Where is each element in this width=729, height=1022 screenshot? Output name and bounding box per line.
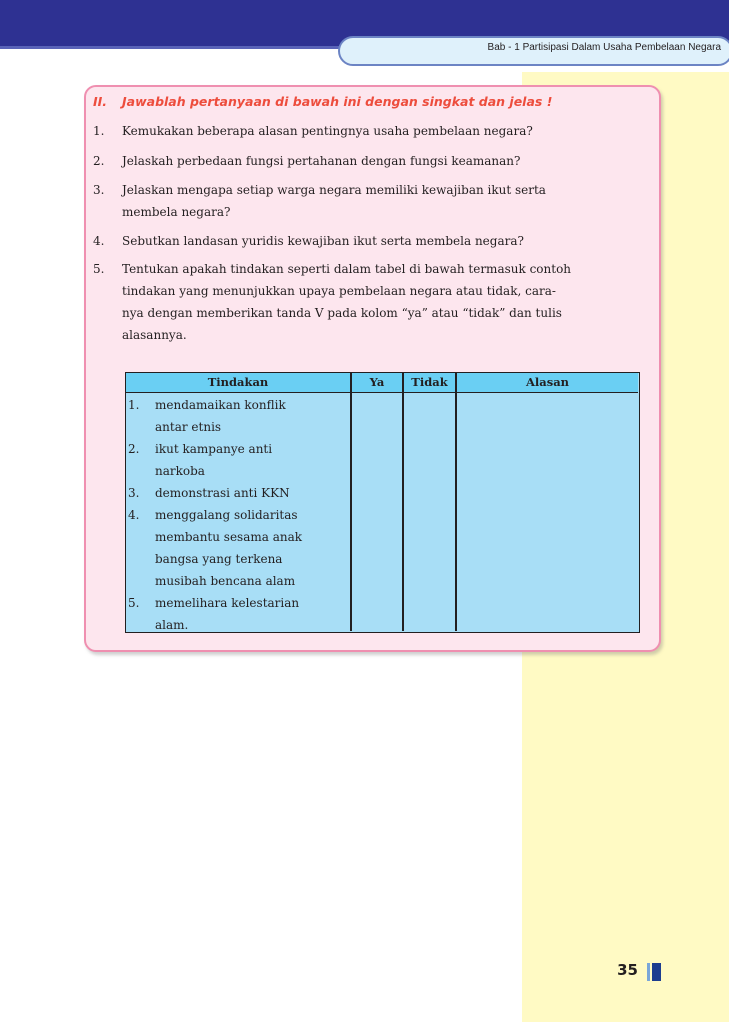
question-number: 4. (93, 234, 105, 248)
row-text: antar etnis (155, 420, 222, 434)
page-number: 35 (617, 961, 638, 979)
row-text: alam. (155, 618, 189, 632)
row-text: memelihara kelestarian (155, 596, 300, 610)
row-number: 5. (128, 596, 140, 610)
question-2 (93, 150, 649, 172)
question-text: Tentukan apakah tindakan seperti dalam tabel di bawah termasuk contoh (122, 262, 572, 276)
question-3 (93, 179, 649, 223)
question-text: membela negara? (122, 205, 231, 219)
table-row (128, 482, 352, 504)
header-tidak: Tidak (411, 375, 448, 389)
row-text: menggalang solidaritas (155, 508, 298, 522)
row-text: bangsa yang terkena (155, 552, 283, 566)
row-number: 4. (128, 508, 140, 522)
question-5 (93, 258, 649, 346)
question-number: 5. (93, 262, 105, 276)
table-row (128, 504, 352, 592)
question-text: Sebutkan landasan yuridis kewajiban ikut serta membela negara? (122, 234, 524, 248)
section-number: II. (93, 94, 108, 109)
table-row (128, 394, 352, 438)
question-4 (93, 230, 649, 252)
page-marker-light (647, 963, 650, 981)
row-text: narkoba (155, 464, 205, 478)
question-text: Jelaskah perbedaan fungsi pertahanan dengan fungsi keamanan? (122, 154, 521, 168)
table-header-row (126, 373, 638, 393)
question-1 (93, 120, 649, 142)
row-text: mendamaikan konflik (155, 398, 286, 412)
table-body (128, 394, 352, 636)
question-number: 3. (93, 183, 105, 197)
row-text: membantu sesama anak (155, 530, 303, 544)
row-number: 3. (128, 486, 140, 500)
row-text: musibah bencana alam (155, 574, 296, 588)
section-heading (93, 94, 552, 109)
action-table (125, 372, 640, 633)
page-marker-dark (652, 963, 661, 981)
column-divider (402, 373, 404, 631)
row-number: 2. (128, 442, 140, 456)
header-ya: Ya (369, 375, 385, 389)
question-text: nya dengan memberikan tanda V pada kolom “ya” atau “tidak” dan tulis (122, 306, 562, 320)
row-text: demonstrasi anti KKN (155, 486, 290, 500)
section-heading-text: Jawablah pertanyaan di bawah ini dengan singkat dan jelas ! (122, 94, 553, 109)
question-text: tindakan yang menunjukkan upaya pembelaan negara atau tidak, cara- (122, 284, 556, 298)
row-number: 1. (128, 398, 140, 412)
chapter-title: Bab - 1 Partisipasi Dalam Usaha Pembelaan Negara (487, 42, 721, 53)
column-divider (455, 373, 457, 631)
question-number: 1. (93, 124, 105, 138)
question-text: Kemukakan beberapa alasan pentingnya usaha pembelaan negara? (122, 124, 533, 138)
header-tindakan: Tindakan (207, 375, 269, 389)
question-number: 2. (93, 154, 105, 168)
question-text: alasannya. (122, 328, 187, 342)
question-text: Jelaskan mengapa setiap warga negara memiliki kewajiban ikut serta (122, 183, 546, 197)
header-alasan: Alasan (525, 375, 570, 389)
row-text: ikut kampanye anti (155, 442, 273, 456)
table-row (128, 438, 352, 482)
table-row (128, 592, 352, 636)
